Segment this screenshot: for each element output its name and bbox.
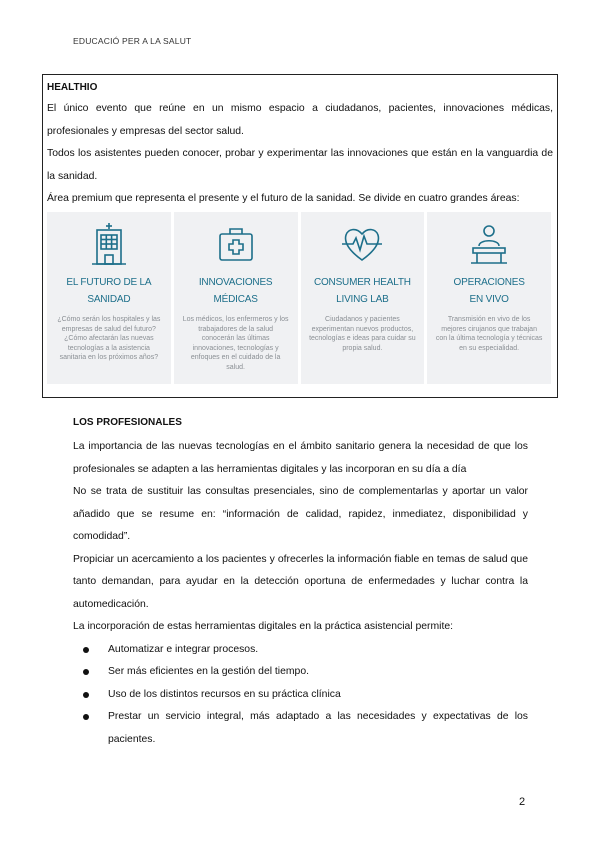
bullet-icon <box>83 647 89 653</box>
area-title-operaciones-line1: OPERACIONES <box>453 277 525 288</box>
area-title-futuro-line1: EL FUTURO DE LA <box>66 277 152 288</box>
list-item <box>73 661 528 684</box>
profesionales-paragraph-4: La incorporación de estas herramientas digitales en la práctica asistencial permite: <box>73 621 454 632</box>
area-title-consumer-line1: CONSUMER HEALTH <box>313 277 411 288</box>
hospital-building-icon <box>47 222 171 266</box>
healthio-paragraph-2: Todos los asistentes pueden conocer, probar y experimentar las innovaciones que están en la vanguardia de la sanidad. <box>47 148 553 182</box>
area-title-operaciones <box>431 274 547 308</box>
bullet-icon <box>83 669 89 675</box>
area-title-consumer <box>305 274 421 308</box>
bullet-icon <box>83 692 89 698</box>
list-item-text: Automatizar e integrar procesos. <box>108 643 259 655</box>
area-panel-futuro <box>47 212 171 384</box>
area-title-innovaciones-line1: INNOVACIONES <box>198 277 273 288</box>
area-text-innovaciones: Los médicos, los enfermeros y los trabajadores de la salud conocerán las últimas innovaciones, tecnologías y enfoques en el cuidado de la salud. <box>182 316 289 371</box>
list-item <box>73 639 528 662</box>
profesionales-paragraph-3: Propiciar un acercamiento a los pacientes y ofrecerles la información fiable en temas de salud que tanto demandan, para ayudar en la detección oportuna de enfermedades y luchar contra la automedicación. <box>73 553 528 610</box>
list-item <box>73 706 528 751</box>
healthio-paragraph-1: El único evento que reúne en un mismo espacio a ciudadanos, pacientes, innovaciones médicas, profesionales y empresas del sector salud. <box>47 103 553 137</box>
profesionales-paragraph-1: La importancia de las nuevas tecnologías en el ámbito sanitario genera la necesidad de que los profesionales se adapten a las herramientas digitales y las incorporan en su día a día <box>73 441 528 475</box>
area-panel-operaciones <box>427 212 551 384</box>
list-item-text: Ser más eficientes en la gestión del tiempo. <box>108 666 309 677</box>
healthio-paragraph-3: Área premium que representa el presente y el futuro de la sanidad. Se divide en cuatro grandes áreas: <box>47 193 520 204</box>
area-text-operaciones: Transmisión en vivo de los mejores cirujanos que trabajan con la última tecnología y técnicas en su especialidad. <box>435 316 543 352</box>
area-title-futuro-line2: SANIDAD <box>87 294 131 305</box>
surgery-icon <box>427 222 551 266</box>
area-title-futuro <box>51 274 167 308</box>
list-item <box>73 684 528 707</box>
area-title-operaciones-line2: EN VIVO <box>469 294 509 305</box>
page-number: 2 <box>519 796 526 808</box>
profesionales-section <box>73 416 528 751</box>
healthio-title: HEALTHIO <box>47 82 98 93</box>
area-text-futuro: ¿Cómo serán los hospitales y las empresas de salud del futuro? ¿Cómo afectarán las nuevas tecnologías a la asistencia sanitaria en los próximos años? <box>57 316 161 361</box>
heart-pulse-icon <box>301 222 425 266</box>
area-text-consumer: Ciudadanos y pacientes experimentan nuevos productos, tecnologías e ideas para cuidar su propia salud. <box>309 316 416 352</box>
list-item-text: Uso de los distintos recursos en su práctica clínica <box>108 688 341 700</box>
profesionales-title: LOS PROFESIONALES <box>73 417 182 428</box>
area-title-consumer-line2: LIVING LAB <box>336 294 389 305</box>
list-item-text: Prestar un servicio integral, más adaptado a las necesidades y expectativas de los pacientes. <box>108 711 528 745</box>
healthio-areas-infographic <box>47 212 551 384</box>
area-panel-innovaciones <box>174 212 298 384</box>
area-panel-consumer <box>301 212 425 384</box>
benefits-list <box>73 639 528 752</box>
running-header: EDUCACIÓ PER A LA SALUT <box>73 36 192 46</box>
area-title-innovaciones-line2: MÉDICAS <box>213 294 258 305</box>
bullet-icon <box>83 714 89 720</box>
medical-kit-icon <box>174 222 298 266</box>
area-title-innovaciones <box>178 274 294 308</box>
profesionales-paragraph-2: No se trata de sustituir las consultas presenciales, sino de complementarlas y aportar un valor añadido que se resume en: “información de calidad, rapidez, inmediatez, disponibilidad y comodidad”. <box>73 486 528 542</box>
